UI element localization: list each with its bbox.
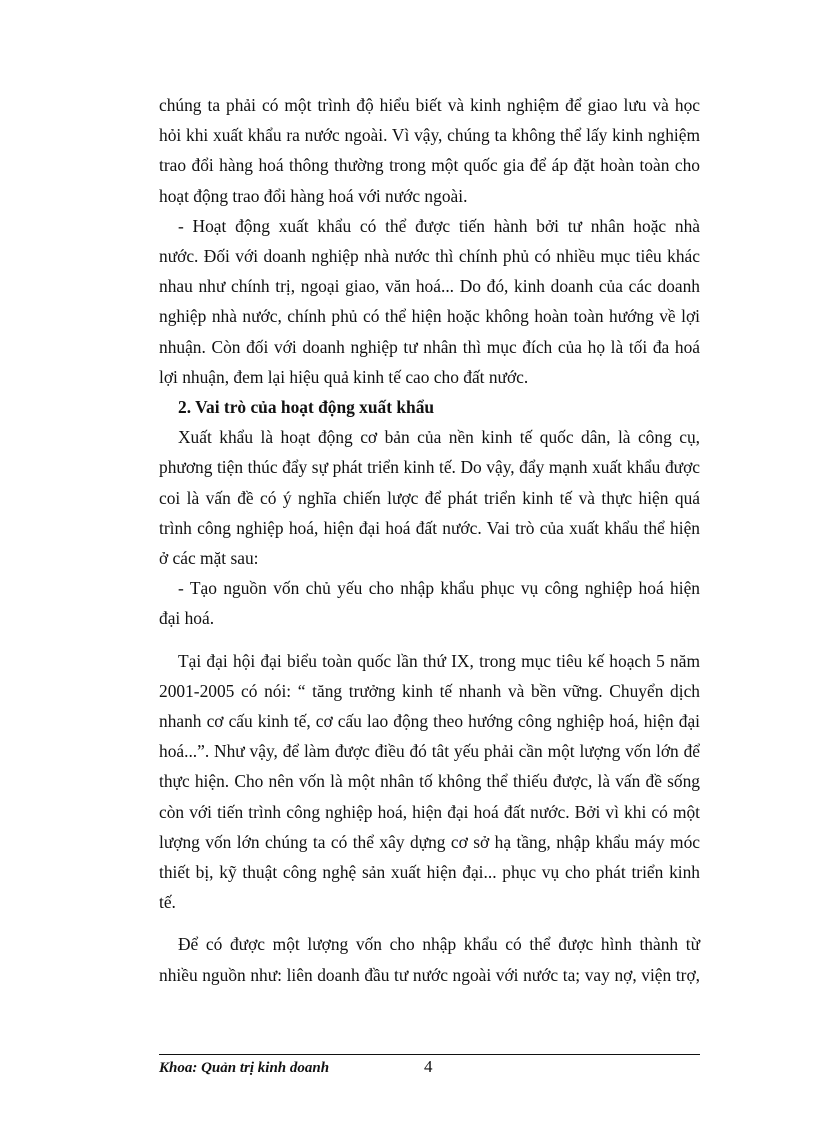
body-line: nhau như chính trị, ngoại giao, văn hoá... Do đó, kinh doanh của các doanh <box>159 276 700 296</box>
page-number: 4 <box>424 1057 433 1076</box>
body-line: lượng vốn lớn chúng ta có thể xây dựng cơ sở hạ tầng, nhập khẩu máy móc <box>159 832 700 852</box>
footer-faculty: Khoa: Quản trị kinh doanh <box>159 1060 330 1076</box>
body-line: hỏi khi xuất khẩu ra nước ngoài. Vì vậy, chúng ta không thể lấy kinh nghiệm <box>159 125 700 145</box>
body-line: tế. <box>159 892 176 912</box>
body-line: nước. Đối với doanh nghiệp nhà nước thì chính phủ có nhiều mục tiêu khác <box>159 246 700 266</box>
body-line: trình công nghiệp hoá, hiện đại hoá đất nước. Vai trò của xuất khẩu thể hiện <box>159 518 700 538</box>
body-line: thực hiện. Cho nên vốn là một nhân tố không thể thiếu được, là vấn đề sống <box>159 771 700 791</box>
body-line: nghiệp nhà nước, chính phủ có thể hiện hoặc không hoàn toàn hướng về lợi <box>159 306 700 326</box>
body-line: Để có được một lượng vốn cho nhập khẩu có thể được hình thành từ <box>178 934 700 954</box>
body-line: nhanh cơ cấu kinh tế, cơ cấu lao động theo hướng công nghiệp hoá, hiện đại <box>159 711 700 731</box>
body-line: còn với tiến trình công nghiệp hoá, hiện đại hoá đất nước. Bởi vì khi có một <box>159 802 700 822</box>
body-line: ở các mặt sau: <box>159 548 259 568</box>
section-heading: 2. Vai trò của hoạt động xuất khẩu <box>178 397 435 417</box>
body-line: hoá...”. Như vậy, để làm được điều đó tât yếu phải cần một lượng vốn lớn để <box>159 741 700 761</box>
body-line: trao đổi hàng hoá thông thường trong một quốc gia để áp đặt hoàn toàn cho <box>159 155 700 175</box>
body-line: coi là vấn đề có ý nghĩa chiến lược để phát triển kinh tế và thực hiện quá <box>159 488 700 508</box>
body-line: chúng ta phải có một trình độ hiểu biết và kinh nghiệm để giao lưu và học <box>159 95 700 115</box>
body-line: lợi nhuận, đem lại hiệu quả kinh tế cao cho đất nước. <box>159 367 529 387</box>
footer-divider <box>159 1054 700 1055</box>
body-line: hoạt động trao đổi hàng hoá với nước ngoài. <box>159 186 468 206</box>
body-line: nhiều nguồn như: liên doanh đầu tư nước ngoài với nước ta; vay nợ, viện trợ, <box>159 965 700 985</box>
body-line: Tại đại hội đại biểu toàn quốc lần thứ IX, trong mục tiêu kế hoạch 5 năm <box>178 651 700 671</box>
bullet-line: - Tạo nguồn vốn chủ yếu cho nhập khẩu phục vụ công nghiệp hoá hiện <box>178 578 700 598</box>
body-line: phương tiện thúc đẩy sự phát triển kinh tế. Do vậy, đẩy mạnh xuất khẩu được <box>159 457 700 477</box>
bullet-line: - Hoạt động xuất khẩu có thể được tiến hành bởi tư nhân hoặc nhà <box>178 216 700 236</box>
body-line: nhuận. Còn đối với doanh nghiệp tư nhân thì mục đích của họ là tối đa hoá <box>159 337 700 357</box>
body-line: thiết bị, kỹ thuật công nghệ sản xuất hiện đại... phục vụ cho phát triển kinh <box>159 862 700 882</box>
body-line: Xuất khẩu là hoạt động cơ bản của nền kinh tế quốc dân, là công cụ, <box>178 427 700 447</box>
body-line: đại hoá. <box>159 608 215 628</box>
body-line: 2001-2005 có nói: “ tăng trưởng kinh tế nhanh và bền vững. Chuyển dịch <box>159 681 700 701</box>
